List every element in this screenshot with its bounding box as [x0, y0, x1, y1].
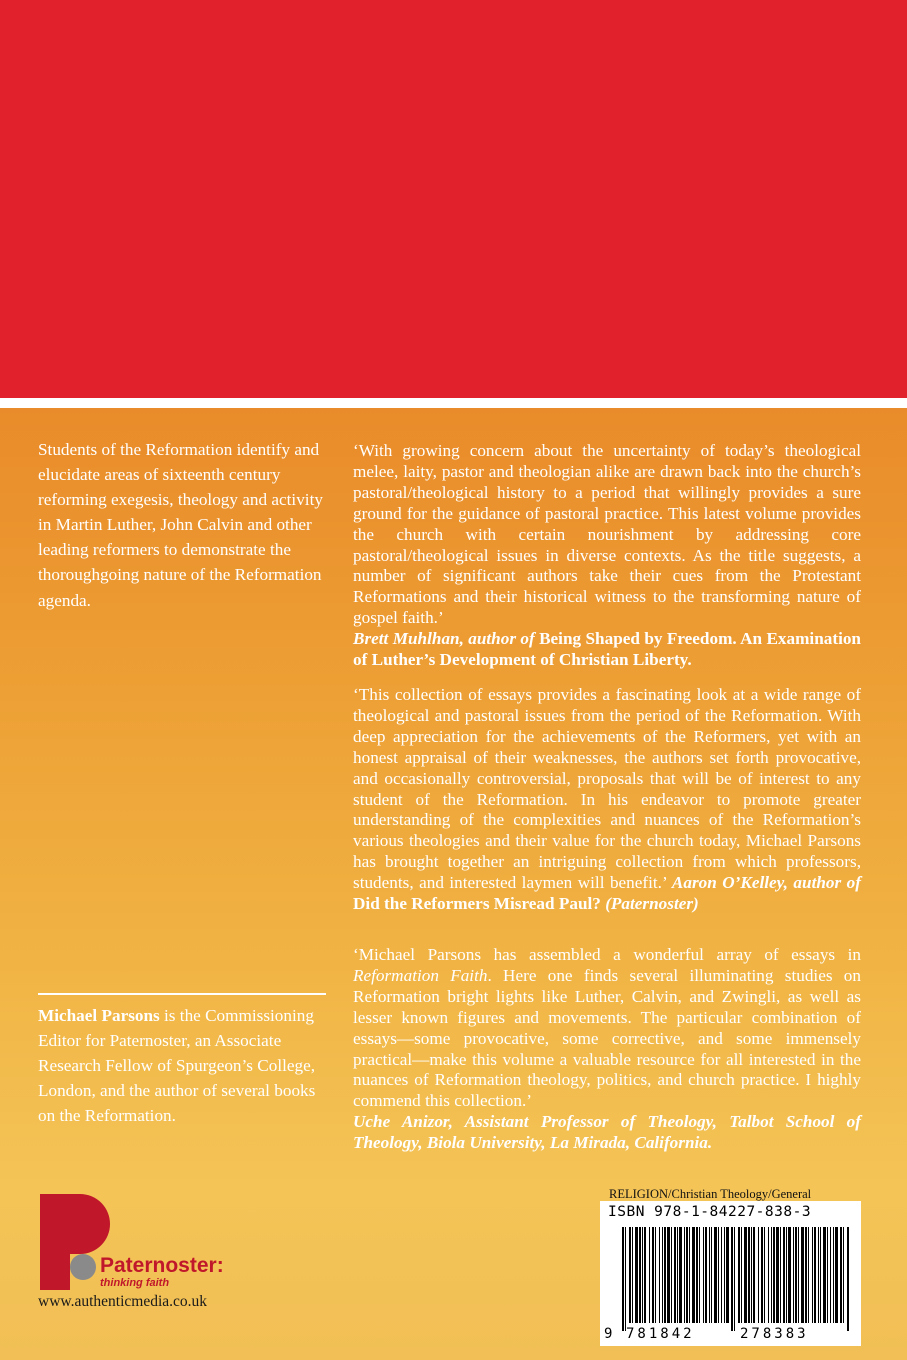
endorsement-publisher: (Paternoster) — [600, 894, 699, 914]
barcode-bar — [714, 1227, 717, 1323]
barcode-bar — [718, 1227, 719, 1323]
barcode-bar — [724, 1227, 725, 1323]
barcode-bar — [801, 1227, 804, 1323]
barcode-bar — [833, 1227, 834, 1323]
barcode — [600, 1225, 861, 1333]
barcode-bar — [793, 1227, 794, 1323]
barcode-bar — [625, 1227, 626, 1331]
barcode-bar — [671, 1227, 672, 1323]
endorsement-3 — [353, 945, 861, 1154]
barcode-bar — [748, 1227, 750, 1323]
publisher-website: www.authenticmedia.co.uk — [38, 1293, 208, 1310]
barcode-bar — [721, 1227, 722, 1323]
barcode-bar — [751, 1227, 752, 1323]
barcode-bar — [840, 1227, 842, 1323]
endorsement-2 — [353, 685, 861, 915]
barcode-bar — [649, 1227, 650, 1323]
logo-wordmark: Paternoster: — [100, 1254, 224, 1277]
barcode-bar — [726, 1227, 729, 1323]
endorsement-text: . Here one finds several illuminating studies on Reformation bright lights like Luther, Calvin, and Zwingli, as well as lesser known figures and movements. The particular combination of essays—some provocative, some corrective, and some immensely practical—make this volume a valuable resource for all interested in the nuances of Reformation theology, politics, and church practice. I highly commend this collection.’ — [353, 965, 861, 1111]
barcode-bar — [798, 1227, 799, 1323]
barcode-bar — [655, 1227, 656, 1323]
barcode-bar — [818, 1227, 819, 1323]
barcode-bar — [753, 1227, 755, 1323]
barcode-bar — [731, 1227, 733, 1331]
isbn-label: ISBN 978-1-84227-838-3 — [608, 1204, 812, 1220]
barcode-digit-group: 278383 — [740, 1326, 809, 1342]
endorsement-author: Aaron O’Kelley, author of — [671, 873, 861, 893]
barcode-bar — [741, 1227, 742, 1323]
barcode-bar — [758, 1227, 759, 1323]
barcode-bar — [659, 1227, 660, 1323]
cover-top-band — [0, 0, 907, 398]
barcode-panel — [600, 1201, 861, 1346]
bio-rule — [38, 993, 326, 995]
barcode-bar — [744, 1227, 747, 1323]
subject-category: RELIGION/Christian Theology/General — [609, 1187, 812, 1201]
barcode-bar — [773, 1227, 775, 1323]
barcode-bar — [814, 1227, 816, 1323]
barcode-bar — [632, 1227, 633, 1323]
barcode-bar — [667, 1227, 670, 1323]
barcode-bar — [820, 1227, 821, 1323]
barcode-bar — [768, 1227, 769, 1323]
barcode-bar — [808, 1227, 809, 1323]
barcode-bar — [705, 1227, 707, 1323]
barcode-bar — [711, 1227, 712, 1323]
barcode-bar — [738, 1227, 740, 1323]
barcode-bar — [635, 1227, 638, 1323]
barcode-bar — [677, 1227, 678, 1323]
barcode-bar — [642, 1227, 643, 1323]
barcode-bar — [835, 1227, 838, 1323]
endorsement-text: ‘This collection of essays provides a fascinating look at a wide range of theological and pastoral issues from the period of the Reformation. With deep appreciation for the achievements of the Reformers, yet with an honest appraisal of their weaknesses, the authors set forth provocative, and occasionally controversial, proposals that will be of interest to any student of the Reformation. In his endeavor to promote greater understanding of the complexities and nuances of the Reformation’s various theologies and their value for the church today, Michael Parsons has brought together an intriguing collection from which professors, students, and interested laymen will benefit.’ — [353, 685, 861, 893]
barcode-bar — [734, 1227, 735, 1331]
white-divider — [0, 398, 907, 408]
endorsement-author: Brett Muhlhan, author of — [353, 629, 540, 649]
barcode-bar — [684, 1227, 685, 1323]
barcode-bar — [674, 1227, 676, 1323]
endorsement-book: Did the Reformers Misread Paul? — [353, 894, 601, 914]
author-bio-text: is the Commissioning Editor for Paternoster, an Associate Research Fellow of Spurgeon’s College, London, and the author of several books on the Reformation. — [38, 1006, 316, 1126]
barcode-bar — [780, 1227, 781, 1323]
barcode-bar — [664, 1227, 666, 1323]
barcode-bar — [686, 1227, 688, 1323]
barcode-bar — [847, 1227, 849, 1331]
barcode-bar — [786, 1227, 787, 1323]
barcode-bar — [709, 1227, 710, 1323]
barcode-bar — [827, 1227, 828, 1323]
endorsement-book: Being Shaped by Freedom. An Examination of Luther’s Development of Christian Liberty. — [353, 629, 861, 670]
barcode-bar — [843, 1227, 844, 1323]
barcode-bar — [622, 1227, 624, 1331]
barcode-bar — [823, 1227, 826, 1323]
logo-tagline: thinking faith — [100, 1277, 170, 1289]
barcode-bar — [830, 1227, 831, 1323]
book-title: Reformation Faith — [353, 965, 488, 985]
barcode-bar — [788, 1227, 791, 1323]
barcode-digit-group: 781842 — [626, 1326, 695, 1342]
barcode-bar — [639, 1227, 641, 1323]
barcode-bar — [783, 1227, 785, 1323]
book-description: Students of the Reformation identify and elucidate areas of sixteenth century reforming exegesis, theology and activity in Martin Luther, John Calvin and other leading reformers to demonstrate the thoroughgoing nature of the Reformation agenda. — [38, 440, 323, 610]
barcode-bar — [776, 1227, 779, 1323]
barcode-digit-group: 9 — [604, 1326, 616, 1342]
barcode-bar — [764, 1227, 765, 1323]
barcode-bar — [805, 1227, 807, 1323]
endorsement-text: ‘With growing concern about the uncertainty of today’s theological melee, laity, pastor and theologian alike are drawn back into the church’s pastoral/theological history to a period that willingly provides a sure ground for the guidance of pastoral practice. This latest volume provides the church with certain nourishment by addressing core pastoral/theological issues in diverse contexts. As the title suggests, a number of significant authors take their cues from the Protestant Reformations and their historical witness to the transforming nature of gospel faith.’ — [353, 441, 861, 628]
barcode-bar — [629, 1227, 631, 1323]
paternoster-logo — [38, 1192, 238, 1292]
barcode-bar — [652, 1227, 654, 1323]
barcode-bar — [662, 1227, 663, 1323]
barcode-bar — [679, 1227, 682, 1323]
barcode-bar — [812, 1227, 813, 1323]
endorsement-1 — [353, 441, 861, 671]
author-name: Michael Parsons — [38, 1006, 160, 1025]
barcode-bar — [692, 1227, 695, 1323]
barcode-bar — [771, 1227, 772, 1323]
barcode-bar — [696, 1227, 698, 1323]
barcode-bar — [795, 1227, 797, 1323]
barcode-bar — [699, 1227, 700, 1323]
endorsement-text: ‘Michael Parsons has assembled a wonderful array of essays in — [353, 945, 861, 964]
author-bio — [38, 1003, 328, 1128]
barcode-bar — [644, 1227, 646, 1323]
barcode-bar — [689, 1227, 690, 1323]
endorsement-author: Uche Anizor, Assistant Professor of Theology, Talbot School of Theology, Biola University, La Mirada, California. — [353, 1112, 861, 1153]
barcode-bar — [761, 1227, 763, 1323]
barcode-bar — [703, 1227, 704, 1323]
